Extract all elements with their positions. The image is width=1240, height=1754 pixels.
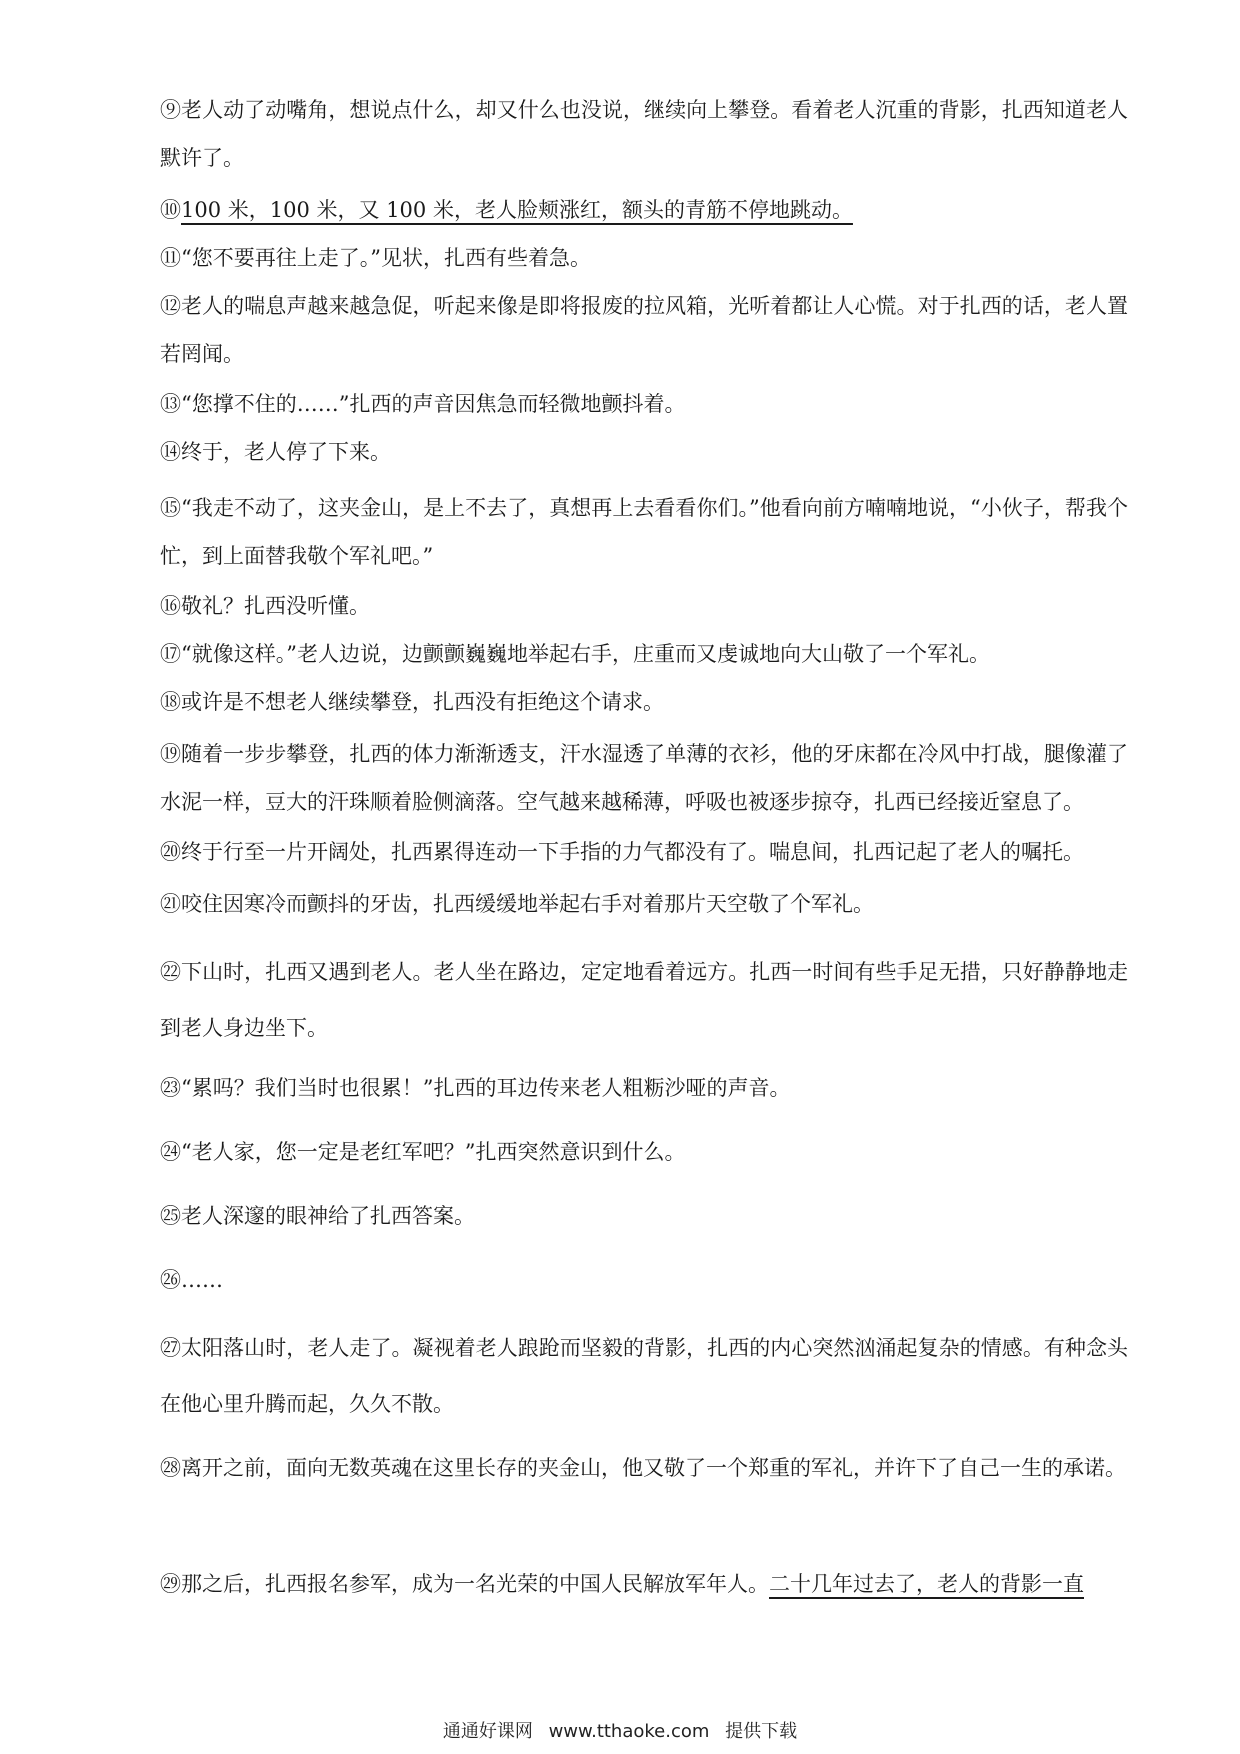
paragraph-19: ⑲随着一步步攀登，扎西的体力渐渐透支，汗水湿透了单薄的衣衫，他的牙床都在冷风中打战，腿像灌了水泥一样，豆大的汗珠顺着脸侧滴落。空气越来越稀薄，呼吸也被逐步掠夺，扎西已经接近窒息了。 — [160, 742, 1128, 814]
paragraph-15: ⑮“我走不动了，这夹金山，是上不去了，真想再上去看看你们。”他看向前方喃喃地说，“小伙子，帮我个忙，到上面替我敬个军礼吧。” — [160, 496, 1128, 568]
footer-site-name: 通通好课网 — [442, 1721, 533, 1742]
footer-url-link[interactable]: www.tthaoke.com — [548, 1721, 710, 1742]
paragraph-12: ⑫老人的喘息声越来越急促，听起来像是即将报废的拉风箱，光听着都让人心慌。对于扎西的话，老人置若罔闻。 — [160, 294, 1128, 366]
paragraph-28: ㉘离开之前，面向无数英魂在这里长存的夹金山，他又敬了一个郑重的军礼，并许下了自己一生的承诺。 — [160, 1456, 1126, 1480]
page-footer — [0, 1720, 1240, 1744]
paragraph-20: ⑳终于行至一片开阔处，扎西累得连动一下手指的力气都没有了。喘息间，扎西记起了老人的嘱托。 — [160, 840, 1084, 864]
underlined-sentence: 100 米，100 米，又 100 米，老人脸颊涨红，额头的青筋不停地跳动。 — [181, 198, 853, 222]
paragraph-23: ㉓“累吗？我们当时也很累！”扎西的耳边传来老人粗粝沙哑的声音。 — [160, 1076, 791, 1100]
paragraph-22: ㉒下山时，扎西又遇到老人。老人坐在路边，定定地看着远方。扎西一时间有些手足无措，只好静静地走到老人身边坐下。 — [160, 960, 1128, 1040]
paragraph-10: ⑩100 米，100 米，又 100 米，老人脸颊涨红，额头的青筋不停地跳动。 — [160, 198, 853, 222]
paragraph-25: ㉕老人深邃的眼神给了扎西答案。 — [160, 1204, 475, 1228]
paragraph-29: ㉙那之后，扎西报名参军，成为一名光荣的中国人民解放军年人。二十几年过去了，老人的背影一直 — [160, 1572, 1084, 1596]
paragraph-11: ⑪“您不要再往上走了。”见状，扎西有些着急。 — [160, 246, 591, 270]
paragraph-21: ㉑咬住因寒冷而颤抖的牙齿，扎西缓缓地举起右手对着那片天空敬了个军礼。 — [160, 892, 874, 916]
paragraph-14: ⑭终于，老人停了下来。 — [160, 440, 391, 464]
paragraph-17: ⑰“就像这样。”老人边说，边颤颤巍巍地举起右手，庄重而又虔诚地向大山敬了一个军礼。 — [160, 642, 990, 666]
paragraph-13: ⑬“您撑不住的……”扎西的声音因焦急而轻微地颤抖着。 — [160, 392, 686, 416]
paragraph-16: ⑯敬礼？扎西没听懂。 — [160, 594, 370, 618]
paragraph-26: ㉖…… — [160, 1268, 223, 1292]
paragraph-9: ⑨老人动了动嘴角，想说点什么，却又什么也没说，继续向上攀登。看着老人沉重的背影，扎西知道老人默许了。 — [160, 98, 1128, 170]
underlined-sentence: 二十几年过去了，老人的背影一直 — [769, 1572, 1084, 1596]
paragraph-18: ⑱或许是不想老人继续攀登，扎西没有拒绝这个请求。 — [160, 690, 664, 714]
footer-note: 提供下载 — [725, 1721, 798, 1742]
paragraph-27: ㉗太阳落山时，老人走了。凝视着老人踉跄而坚毅的背影，扎西的内心突然汹涌起复杂的情感。有种念头在他心里升腾而起，久久不散。 — [160, 1336, 1128, 1416]
paragraph-24: ㉔“老人家，您一定是老红军吧？”扎西突然意识到什么。 — [160, 1140, 686, 1164]
